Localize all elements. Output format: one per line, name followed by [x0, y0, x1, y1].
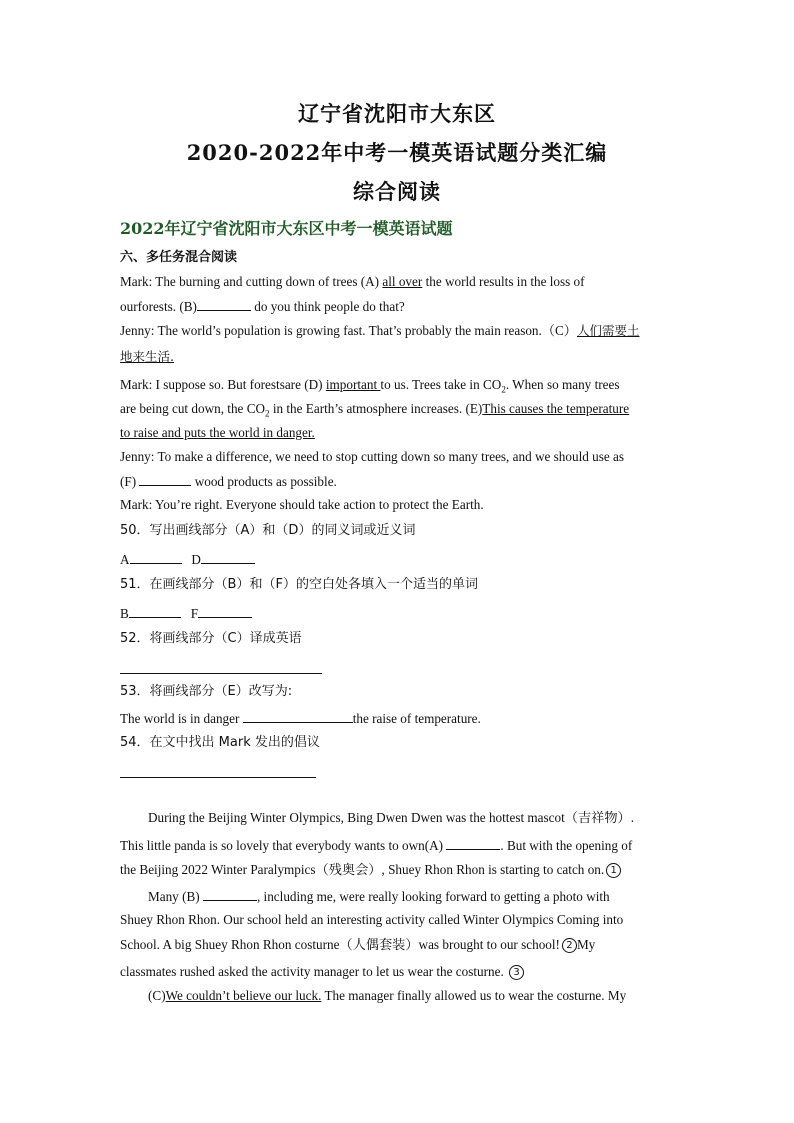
- passage-line-3: the Beijing 2022 Winter Paralympics（残奥会）, Shuey Rhon Rhon is starting to catch on. 1: [120, 861, 680, 879]
- question-50: 50．写出画线部分（A）和（D）的同义词或近义词: [120, 523, 416, 538]
- page-title-region: 辽宁省沈阳市大东区: [298, 101, 496, 126]
- dialogue-line-6: are being cut down, the $CO_2$ in the Earth’s atmosphere increases. (E)This causes the temperature: [120, 401, 630, 419]
- dialogue-line-3: Jenny: The world’s population is growing fast. That’s probably the main reason.（C）人们需要土: [120, 323, 640, 338]
- passage-line-7: classmates rushed asked the activity manager to let us wear the costurne. 3: [120, 963, 680, 981]
- passage-line-6: School. A big Shuey Rhon Rhon costurne（人偶套装）was brought to our school! 2 My: [120, 937, 596, 952]
- question-52: 52．将画线部分（C）译成英语: [120, 631, 302, 646]
- dialogue-line-8: Jenny: To make a difference, we need to stop cutting down so many trees, and we should use as: [120, 449, 624, 464]
- section-title: 2022年辽宁省沈阳市大东区中考一模英语试题: [120, 219, 453, 238]
- answer-blank-d: [201, 550, 255, 564]
- underlined-d: important: [325, 377, 381, 392]
- answer-blank-53: [243, 709, 353, 723]
- underlined-a: all over: [382, 274, 423, 289]
- page-title-series: 2020-2022年中考一模英语试题分类汇编: [186, 140, 608, 165]
- blank-f: [139, 472, 191, 486]
- circled-number-2: 2: [562, 938, 577, 953]
- passage-line-2: This little panda is so lovely that everybody wants to own(A) . But with the opening of: [120, 838, 633, 853]
- passage-line-4: Many (B) , including me, were really looking forward to getting a photo with: [148, 889, 610, 904]
- passage-blank-a: [446, 836, 500, 850]
- question-53: 53．将画线部分（E）改写为:: [120, 684, 293, 699]
- answer-53: The world is in danger the raise of temperature.: [120, 711, 481, 726]
- page-title-topic: 综合阅读: [353, 179, 441, 204]
- answer-50: A D: [120, 550, 680, 569]
- underlined-e-cont: to raise and puts the world in danger.: [120, 425, 315, 440]
- question-54: 54．在文中找出 Mark 发出的倡议: [120, 735, 320, 750]
- circled-number-1: 1: [606, 863, 621, 878]
- underlined-e: This causes the temperature: [482, 401, 630, 416]
- underlined-c: 人们需要土: [576, 323, 640, 338]
- answer-blank-a: [130, 550, 182, 564]
- dialogue-line-4: [120, 348, 680, 366]
- dialogue-line-10: Mark: You’re right. Everyone should take action to protect the Earth.: [120, 497, 484, 512]
- question-51: 51．在画线部分（B）和（F）的空白处各填入一个适当的单词: [120, 577, 478, 592]
- dialogue-line-9: (F) wood products as possible.: [120, 474, 337, 489]
- passage-line-5: Shuey Rhon Rhon. Our school held an interesting activity called Winter Olympics Coming into: [120, 912, 624, 927]
- answer-51: B F: [120, 604, 680, 623]
- dialogue-line-2: ourforests. (B) do you think people do that?: [120, 299, 405, 314]
- underlined-c-cont: 地来生活.: [120, 349, 174, 364]
- dialogue-line-7: [120, 424, 680, 442]
- answer-line-54: [120, 776, 316, 778]
- answer-blank-f: [198, 604, 252, 618]
- underlined-passage-c: We couldn’t believe our luck.: [165, 988, 322, 1003]
- circled-number-3: 3: [509, 965, 524, 980]
- section-subtitle: 六、多任务混合阅读: [120, 250, 238, 265]
- answer-line-52: [120, 672, 322, 674]
- answer-blank-b: [129, 604, 181, 618]
- passage-blank-b: [203, 887, 257, 901]
- passage-line-1: During the Beijing Winter Olympics, Bing Dwen Dwen was the hottest mascot（吉祥物）.: [148, 810, 634, 825]
- passage-line-8: (C)We couldn’t believe our luck. The manager finally allowed us to wear the costurne. My: [148, 988, 627, 1003]
- dialogue-line-1: Mark: The burning and cutting down of trees (A) all over the world results in the loss of: [120, 274, 585, 289]
- blank-b: [197, 297, 251, 311]
- dialogue-line-5: Mark: I suppose so. But forestsare (D) important to us. Trees take in $CO_2$. When so many trees: [120, 377, 620, 395]
